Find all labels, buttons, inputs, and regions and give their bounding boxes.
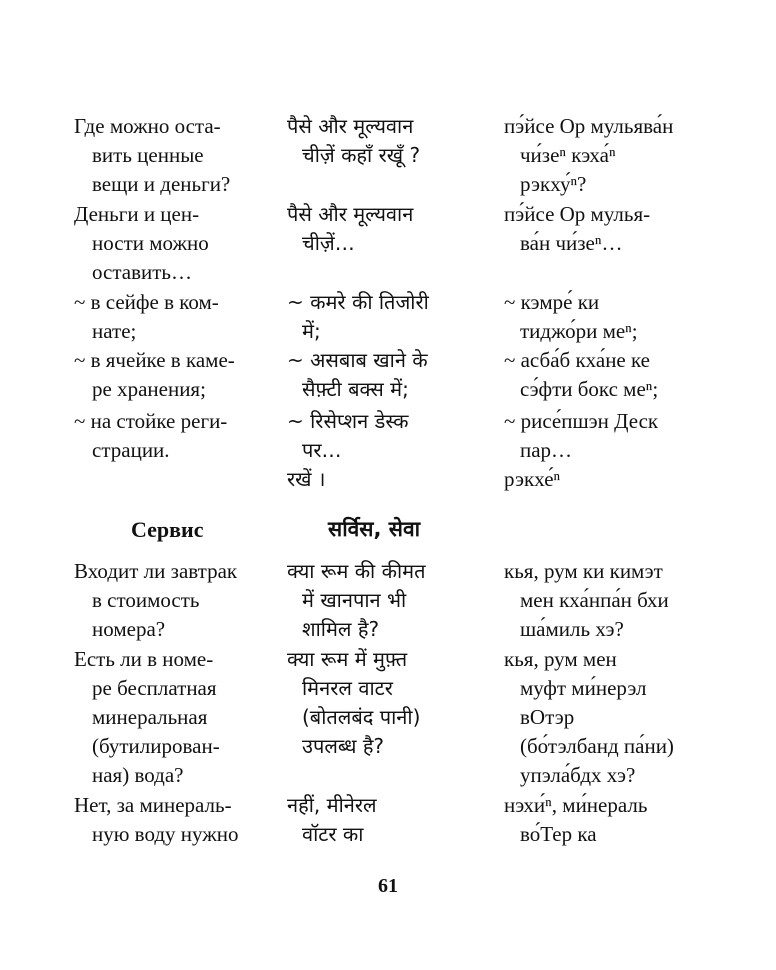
ru-text: ную воду нужно bbox=[92, 822, 239, 846]
hindi-text: वॉटर का bbox=[302, 822, 364, 846]
ru-text: минеральная bbox=[92, 705, 208, 729]
transcription-text: кья, рум ки кимэт bbox=[504, 559, 663, 583]
hindi-text: उपलब्ध है? bbox=[302, 734, 385, 758]
ru-text: Деньги и цен- bbox=[74, 202, 200, 226]
transcription-text: ва́н чи́зеⁿ… bbox=[520, 231, 623, 255]
ru-text: в стоимость bbox=[92, 588, 200, 612]
hindi-text: में; bbox=[302, 319, 321, 343]
ru-text: номера? bbox=[92, 617, 166, 641]
ru-text: Где можно оста- bbox=[74, 114, 221, 138]
transcription-text: пэ́йсе Ор мульява́н bbox=[504, 114, 674, 138]
hindi-text: ~ रिसेप्शन डेस्क bbox=[287, 409, 409, 433]
transcription-text: рэкху́ⁿ? bbox=[520, 172, 587, 196]
hindi-text: में खानपान भी bbox=[302, 588, 407, 612]
ru-text: ре хранения; bbox=[92, 377, 206, 401]
transcription-text: ~ кэмре́ ки bbox=[504, 290, 600, 314]
ru-text: ре бесплатная bbox=[92, 676, 217, 700]
transcription-text: ~ асба́б кха́не ке bbox=[504, 348, 651, 372]
hindi-text: पैसे और मूल्यवान bbox=[287, 114, 414, 138]
ru-text: ная) вода? bbox=[92, 763, 184, 787]
ru-text: ности можно bbox=[92, 231, 209, 255]
section-heading-hi: सर्विस, सेवा bbox=[328, 517, 421, 541]
ru-text: ~ на стойке реги- bbox=[74, 409, 228, 433]
hindi-text: (बोतलबंद पानी) bbox=[302, 705, 421, 729]
ru-text: ~ в ячейке в каме- bbox=[74, 348, 235, 372]
transcription-text: мен кха́нпа́н бхи bbox=[520, 588, 669, 612]
ru-text: нате; bbox=[92, 319, 137, 343]
transcription-text: во́Тер ка bbox=[520, 822, 597, 846]
ru-text: Входит ли завтрак bbox=[74, 559, 238, 583]
hindi-text: पर… bbox=[302, 438, 342, 462]
transcription-text: вОтэр bbox=[520, 705, 575, 729]
hindi-text: रखें । bbox=[287, 467, 326, 491]
ru-text: оставить… bbox=[92, 260, 193, 284]
transcription-text: пэ́йсе Ор мулья- bbox=[504, 202, 651, 226]
hindi-text: ~ असबाब खाने के bbox=[287, 348, 428, 372]
transcription-text: пар… bbox=[520, 438, 573, 462]
transcription-text: чи́зеⁿ кэха́ⁿ bbox=[520, 143, 616, 167]
hindi-text: शामिल है? bbox=[302, 617, 380, 641]
transcription-text: рэкхе́ⁿ bbox=[504, 467, 561, 491]
hindi-text: सैफ़्टी बक्स में; bbox=[302, 377, 409, 401]
hindi-text: चीज़ें कहाँ रखूँ ? bbox=[302, 143, 421, 167]
transcription-text: упэла́бдх хэ? bbox=[520, 763, 636, 787]
transcription-text: (бо́тэлбанд па́ни) bbox=[520, 734, 674, 758]
hindi-text: नहीं, मीनेरल bbox=[287, 793, 377, 817]
section-heading-ru: Сервис bbox=[131, 517, 204, 542]
ru-text: вить ценные bbox=[92, 143, 204, 167]
ru-text: (бутилирован- bbox=[92, 734, 220, 758]
transcription-text: ша́миль хэ? bbox=[520, 617, 624, 641]
transcription-text: тиджо́ри меⁿ; bbox=[520, 319, 638, 343]
transcription-text: муфт ми́нерэл bbox=[520, 676, 647, 700]
hindi-text: पैसे और मूल्यवान bbox=[287, 202, 414, 226]
ru-text: страции. bbox=[92, 438, 170, 462]
hindi-text: मिनरल वाटर bbox=[302, 676, 393, 700]
ru-text: Нет, за минераль- bbox=[74, 793, 232, 817]
hindi-text: क्या रूम की कीमत bbox=[287, 559, 426, 583]
transcription-text: кья, рум мен bbox=[504, 647, 617, 671]
page-number: 61 bbox=[378, 875, 398, 897]
hindi-text: ~ कमरे की तिजोरी bbox=[287, 290, 429, 314]
hindi-text: क्या रूम में मुफ़्त bbox=[287, 647, 408, 671]
transcription-text: сэ́фти бокс меⁿ; bbox=[520, 377, 659, 401]
ru-text: Есть ли в номе- bbox=[74, 647, 214, 671]
transcription-text: ~ рисе́пшэн Деск bbox=[504, 409, 659, 433]
transcription-text: нэхи́ⁿ, ми́нераль bbox=[504, 793, 648, 817]
ru-text: вещи и деньги? bbox=[92, 172, 231, 196]
hindi-text: चीज़ें… bbox=[302, 231, 355, 255]
ru-text: ~ в сейфе в ком- bbox=[74, 290, 219, 314]
